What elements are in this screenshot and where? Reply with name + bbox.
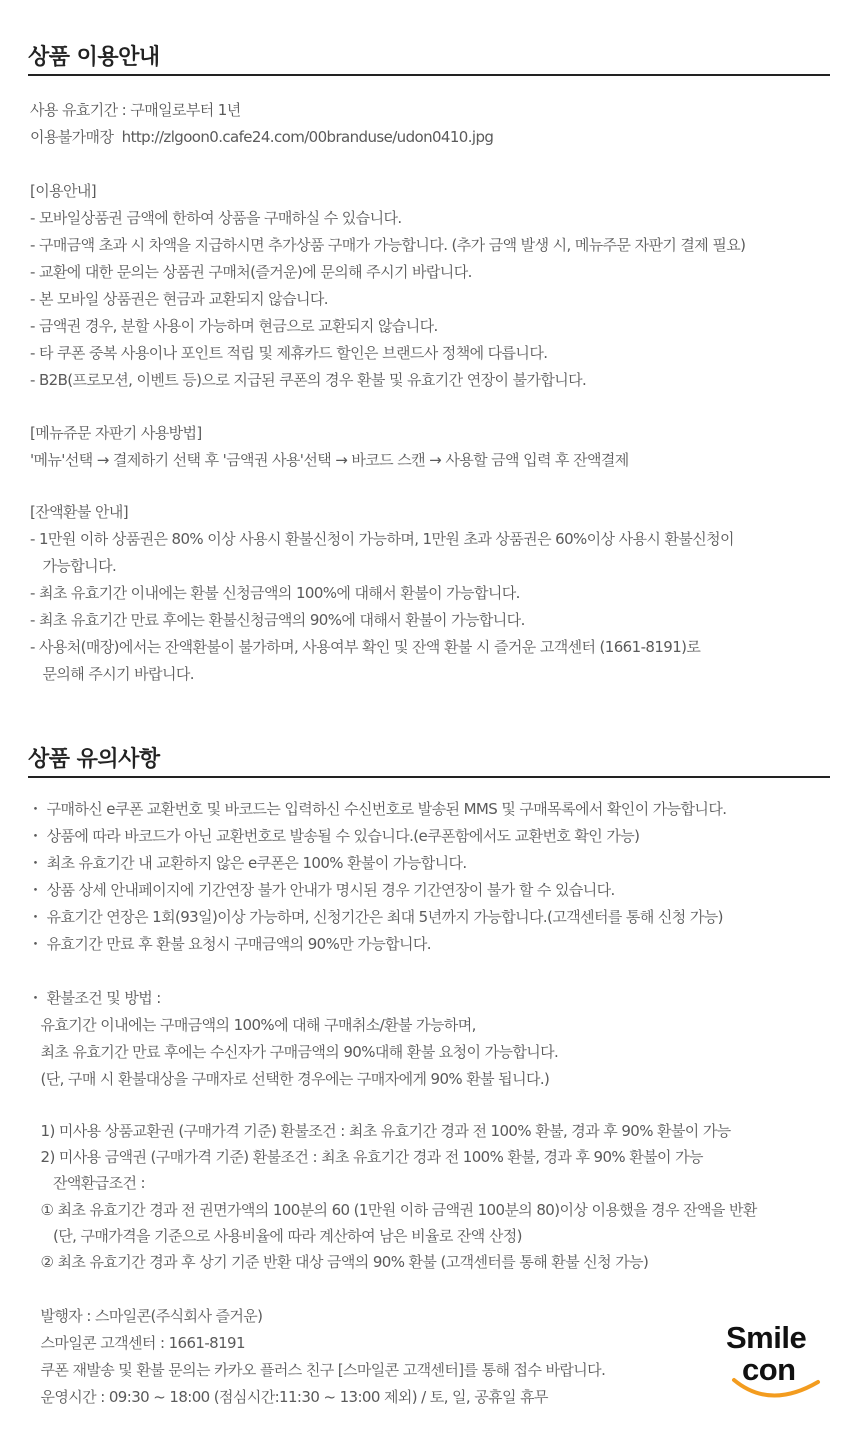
kiosk-guide-steps: '메뉴'선택 → 결제하기 선택 후 '금액권 사용'선택 → 바코드 스캔 → 사용할 금액 입력 후 잔액결제 <box>30 451 629 469</box>
notice-bullet: ・ 구매하신 e쿠폰 교환번호 및 바코드는 입력하신 수신번호로 발송된 MMS 및 구매목록에서 확인이 가능합니다. <box>28 800 727 818</box>
refund-guide-item: - 1만원 이하 상품권은 80% 이상 사용시 환불신청이 가능하며, 1만원 초과 상품권은 60%이상 사용시 환불신청이 <box>30 530 734 548</box>
section-title-notices: 상품 유의사항 <box>28 747 160 772</box>
usage-guide-item: - 타 쿠폰 중복 사용이나 포인트 적립 및 제휴카드 할인은 브랜드사 정책에 다릅니다. <box>30 344 548 362</box>
refund-guide-item: - 사용처(매장)에서는 잔액환불이 불가하며, 사용여부 확인 및 잔액 환불 시 즐거운 고객센터 (1661-8191)로 <box>30 638 701 656</box>
logo-text-smile: Smile <box>726 1320 807 1355</box>
refund-condition-item: (단, 구매가격을 기준으로 사용비율에 따라 계산하여 남은 비율로 잔액 산정) <box>28 1227 522 1245</box>
section-divider <box>28 74 830 76</box>
refund-condition-item: 1) 미사용 상품교환권 (구매가격 기준) 환불조건 : 최초 유효기간 경과 전 100% 환불, 경과 후 90% 환불이 가능 <box>28 1122 731 1140</box>
logo-smile-curve <box>726 1318 836 1404</box>
notice-bullet: ・ 상품에 따라 바코드가 아닌 교환번호로 발송될 수 있습니다.(e쿠폰함에서도 교환번호 확인 가능) <box>28 827 640 845</box>
refund-guide-header: [잔액환불 안내] <box>30 503 129 521</box>
refund-conditions-line: (단, 구매 시 환불대상을 구매자로 선택한 경우에는 구매자에게 90% 환불 됩니다.) <box>28 1070 550 1088</box>
usage-guide-item: - 금액권 경우, 분할 사용이 가능하며 현금으로 교환되지 않습니다. <box>30 317 438 335</box>
unavailable-stores: 이용불가매장 http://zlgoon0.cafe24.com/00branduse/udon0410.jpg <box>30 128 494 146</box>
kiosk-guide-header: [메뉴쥬문 자판기 사용방법] <box>30 424 202 442</box>
refund-guide-item: 가능합니다. <box>30 557 117 575</box>
refund-guide-item: - 최초 유효기간 이내에는 환불 신청금액의 100%에 대해서 환불이 가능합니다. <box>30 584 520 602</box>
notice-bullet: ・ 유효기간 만료 후 환불 요청시 구매금액의 90%만 가능합니다. <box>28 935 431 953</box>
smilecon-logo <box>726 1318 836 1404</box>
notice-bullet: ・ 최초 유효기간 내 교환하지 않은 e쿠폰은 100% 환불이 가능합니다. <box>28 854 467 872</box>
operating-hours: 운영시간 : 09:30 ~ 18:00 (점심시간:11:30 ~ 13:00 제외) / 토, 일, 공휴일 휴무 <box>28 1388 548 1406</box>
notice-bullet: ・ 유효기간 연장은 1회(93일)이상 가능하며, 신청기간은 최대 5년까지 가능합니다.(고객센터를 통해 신청 가능) <box>28 908 723 926</box>
usage-guide-item: - 교환에 대한 문의는 상품권 구매처(즐거운)에 문의해 주시기 바랍니다. <box>30 263 472 281</box>
notice-bullet: ・ 상품 상세 안내페이지에 기간연장 불가 안내가 명시된 경우 기간연장이 불가 할 수 있습니다. <box>28 881 615 899</box>
customer-center: 스마일콘 고객센터 : 1661-8191 <box>28 1334 245 1352</box>
refund-condition-item: ② 최초 유효기간 경과 후 상기 기준 반환 대상 금액의 90% 환불 (고객센터를 통해 환불 신청 가능) <box>28 1253 649 1271</box>
refund-guide-item: 문의해 주시기 바랍니다. <box>30 665 194 683</box>
logo-text-con: con <box>742 1352 796 1387</box>
validity-period: 사용 유효기간 : 구매일로부터 1년 <box>30 101 241 119</box>
usage-guide-item: - 모바일상품권 금액에 한하여 상품을 구매하실 수 있습니다. <box>30 209 402 227</box>
refund-condition-item: 잔액환급조건 : <box>28 1174 145 1192</box>
section-divider <box>28 776 830 778</box>
usage-guide-item: - 본 모바일 상품권은 현금과 교환되지 않습니다. <box>30 290 328 308</box>
usage-guide-item: - 구매금액 초과 시 차액을 지급하시면 추가상품 구매가 가능합니다. (추가 금액 발생 시, 메뉴주문 자판기 결제 필요) <box>30 236 746 254</box>
usage-guide-item: - B2B(프로모션, 이벤트 등)으로 지급된 쿠폰의 경우 환불 및 유효기간 연장이 불가합니다. <box>30 371 587 389</box>
inquiry-info: 쿠폰 재발송 및 환불 문의는 카카오 플러스 친구 [스마일콘 고객센터]를 통해 접수 바랍니다. <box>28 1361 606 1379</box>
refund-condition-item: 2) 미사용 금액권 (구매가격 기준) 환불조건 : 최초 유효기간 경과 전 100% 환불, 경과 후 90% 환불이 가능 <box>28 1148 703 1166</box>
refund-conditions-line: 최초 유효기간 만료 후에는 수신자가 구매금액의 90%대해 환불 요청이 가능합니다. <box>28 1043 559 1061</box>
refund-conditions-title: ・ 환불조건 및 방법 : <box>28 989 161 1007</box>
refund-condition-item: ① 최초 유효기간 경과 전 권면가액의 100분의 60 (1만원 이하 금액권 100분의 80)이상 이용했을 경우 잔액을 반환 <box>28 1201 757 1219</box>
issuer-info: 발행자 : 스마일콘(주식회사 즐거운) <box>28 1307 263 1325</box>
usage-guide-header: [이용안내] <box>30 182 97 200</box>
refund-guide-item: - 최초 유효기간 만료 후에는 환불신청금액의 90%에 대해서 환불이 가능합니다. <box>30 611 525 629</box>
refund-conditions-line: 유효기간 이내에는 구매금액의 100%에 대해 구매취소/환불 가능하며, <box>28 1016 476 1034</box>
section-title-usage-guide: 상품 이용안내 <box>28 45 160 70</box>
